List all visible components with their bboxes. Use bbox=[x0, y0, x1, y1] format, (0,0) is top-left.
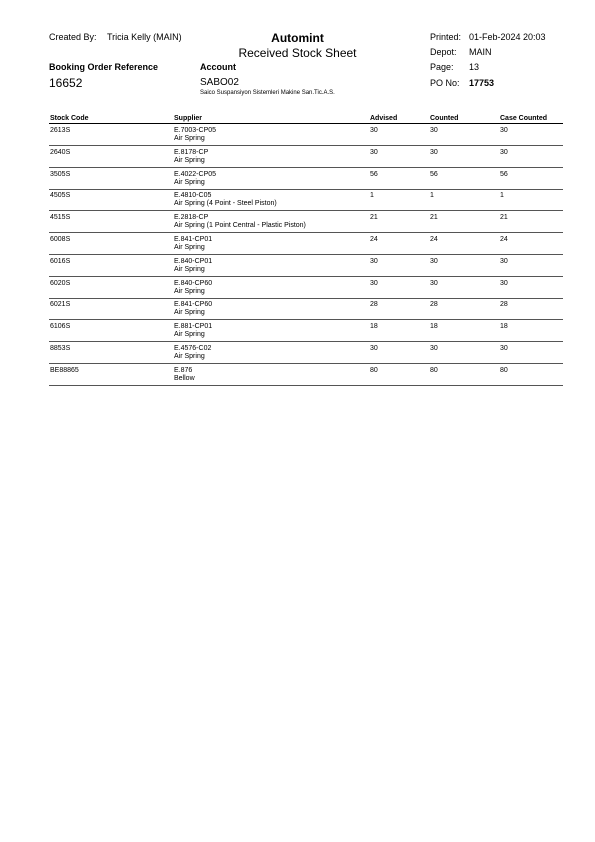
case-counted-cell: 30 bbox=[500, 258, 508, 265]
printed-label: Printed: bbox=[430, 32, 462, 42]
counted-cell: 30 bbox=[430, 149, 438, 156]
counted-cell: 56 bbox=[430, 171, 438, 178]
case-counted-cell: 80 bbox=[500, 367, 508, 374]
sheet-title: Received Stock Sheet bbox=[238, 46, 357, 60]
counted-cell: 1 bbox=[430, 192, 434, 199]
case-counted-cell: 30 bbox=[500, 149, 508, 156]
supplier-part-cell: E.4022-CP05 bbox=[174, 171, 217, 178]
page-value: 13 bbox=[469, 62, 480, 72]
row-divider bbox=[49, 210, 563, 211]
advised-cell: 1 bbox=[370, 192, 374, 199]
supplier-part-cell: E.4810-C05 bbox=[174, 192, 212, 199]
row-divider bbox=[49, 341, 563, 342]
created-by-value: Tricia Kelly (MAIN) bbox=[107, 32, 182, 42]
supplier-description-cell: Air Spring bbox=[174, 266, 205, 273]
advised-cell: 30 bbox=[370, 258, 378, 265]
supplier-description-cell: Air Spring bbox=[174, 288, 205, 295]
advised-cell: 30 bbox=[370, 280, 378, 287]
case-counted-cell: 56 bbox=[500, 171, 508, 178]
counted-cell: 30 bbox=[430, 280, 438, 287]
advised-cell: 30 bbox=[370, 345, 378, 352]
account-label: Account bbox=[200, 62, 236, 72]
column-header-advised: Advised bbox=[370, 115, 398, 122]
stock-code-cell: BE88865 bbox=[50, 367, 79, 374]
supplier-part-cell: E.8178-CP bbox=[174, 149, 209, 156]
po-value: 17753 bbox=[469, 78, 495, 88]
account-value: SABO02 bbox=[200, 77, 239, 88]
supplier-part-cell: E.840-CP60 bbox=[174, 280, 213, 287]
supplier-description-cell: Air Spring bbox=[174, 179, 205, 186]
supplier-description-cell: Air Spring bbox=[174, 353, 205, 360]
row-divider bbox=[49, 363, 563, 364]
column-header-case-counted: Case Counted bbox=[500, 115, 548, 122]
created-by-label: Created By: bbox=[49, 32, 97, 42]
stock-code-cell: 6020S bbox=[50, 280, 71, 287]
row-divider bbox=[49, 145, 563, 146]
row-divider bbox=[49, 385, 563, 386]
advised-cell: 30 bbox=[370, 127, 378, 134]
advised-cell: 30 bbox=[370, 149, 378, 156]
column-header-supplier: Supplier bbox=[174, 115, 203, 122]
supplier-part-cell: E.4576-C02 bbox=[174, 345, 212, 352]
counted-cell: 30 bbox=[430, 345, 438, 352]
page-label: Page: bbox=[430, 62, 454, 72]
row-divider bbox=[49, 232, 563, 233]
supplier-part-cell: E.876 bbox=[174, 367, 193, 374]
depot-label: Depot: bbox=[430, 47, 457, 57]
supplier-part-cell: E.7003-CP05 bbox=[174, 127, 217, 134]
supplier-description-cell: Air Spring (4 Point - Steel Piston) bbox=[174, 200, 277, 207]
stock-code-cell: 2640S bbox=[50, 149, 71, 156]
case-counted-cell: 30 bbox=[500, 280, 508, 287]
case-counted-cell: 28 bbox=[500, 301, 508, 308]
table-header-rule bbox=[49, 123, 563, 124]
supplier-part-cell: E.841-CP60 bbox=[174, 301, 213, 308]
stock-code-cell: 2613S bbox=[50, 127, 71, 134]
row-divider bbox=[49, 254, 563, 255]
column-header-stock-code: Stock Code bbox=[50, 115, 89, 122]
supplier-description-cell: Air Spring bbox=[174, 135, 205, 142]
supplier-description-cell: Air Spring bbox=[174, 309, 205, 316]
depot-value: MAIN bbox=[469, 47, 492, 57]
printed-value: 01-Feb-2024 20:03 bbox=[469, 32, 546, 42]
supplier-description-cell: Air Spring (1 Point Central - Plastic Piston) bbox=[174, 222, 306, 229]
stock-code-cell: 6008S bbox=[50, 236, 71, 243]
stock-code-cell: 8853S bbox=[50, 345, 71, 352]
company-name: Automint bbox=[271, 31, 324, 45]
supplier-description-cell: Bellow bbox=[174, 375, 195, 382]
row-divider bbox=[49, 298, 563, 299]
advised-cell: 80 bbox=[370, 367, 378, 374]
counted-cell: 30 bbox=[430, 127, 438, 134]
case-counted-cell: 1 bbox=[500, 192, 504, 199]
case-counted-cell: 18 bbox=[500, 323, 508, 330]
counted-cell: 80 bbox=[430, 367, 438, 374]
booking-ref-value: 16652 bbox=[49, 76, 83, 90]
column-header-counted: Counted bbox=[430, 115, 459, 122]
supplier-description-cell: Air Spring bbox=[174, 331, 205, 338]
booking-ref-label: Booking Order Reference bbox=[49, 62, 159, 72]
advised-cell: 56 bbox=[370, 171, 378, 178]
counted-cell: 18 bbox=[430, 323, 438, 330]
supplier-part-cell: E.881-CP01 bbox=[174, 323, 213, 330]
row-divider bbox=[49, 167, 563, 168]
supplier-part-cell: E.840-CP01 bbox=[174, 258, 213, 265]
case-counted-cell: 30 bbox=[500, 345, 508, 352]
advised-cell: 21 bbox=[370, 214, 378, 221]
supplier-description-cell: Air Spring bbox=[174, 157, 205, 164]
case-counted-cell: 21 bbox=[500, 214, 508, 221]
stock-code-cell: 4505S bbox=[50, 192, 71, 199]
po-label: PO No: bbox=[430, 78, 460, 88]
counted-cell: 30 bbox=[430, 258, 438, 265]
stock-code-cell: 6021S bbox=[50, 301, 71, 308]
supplier-part-cell: E.841-CP01 bbox=[174, 236, 213, 243]
supplier-description-cell: Air Spring bbox=[174, 244, 205, 251]
stock-code-cell: 3505S bbox=[50, 171, 71, 178]
stock-code-cell: 4515S bbox=[50, 214, 71, 221]
counted-cell: 21 bbox=[430, 214, 438, 221]
stock-code-cell: 6106S bbox=[50, 323, 71, 330]
case-counted-cell: 24 bbox=[500, 236, 508, 243]
row-divider bbox=[49, 319, 563, 320]
stock-code-cell: 6016S bbox=[50, 258, 71, 265]
supplier-part-cell: E.2818-CP bbox=[174, 214, 209, 221]
advised-cell: 18 bbox=[370, 323, 378, 330]
advised-cell: 24 bbox=[370, 236, 378, 243]
row-divider bbox=[49, 276, 563, 277]
counted-cell: 24 bbox=[430, 236, 438, 243]
row-divider bbox=[49, 189, 563, 190]
account-name: Saico Suspansiyon Sistemleri Makine San.Tic.A.S. bbox=[200, 90, 335, 96]
case-counted-cell: 30 bbox=[500, 127, 508, 134]
advised-cell: 28 bbox=[370, 301, 378, 308]
counted-cell: 28 bbox=[430, 301, 438, 308]
